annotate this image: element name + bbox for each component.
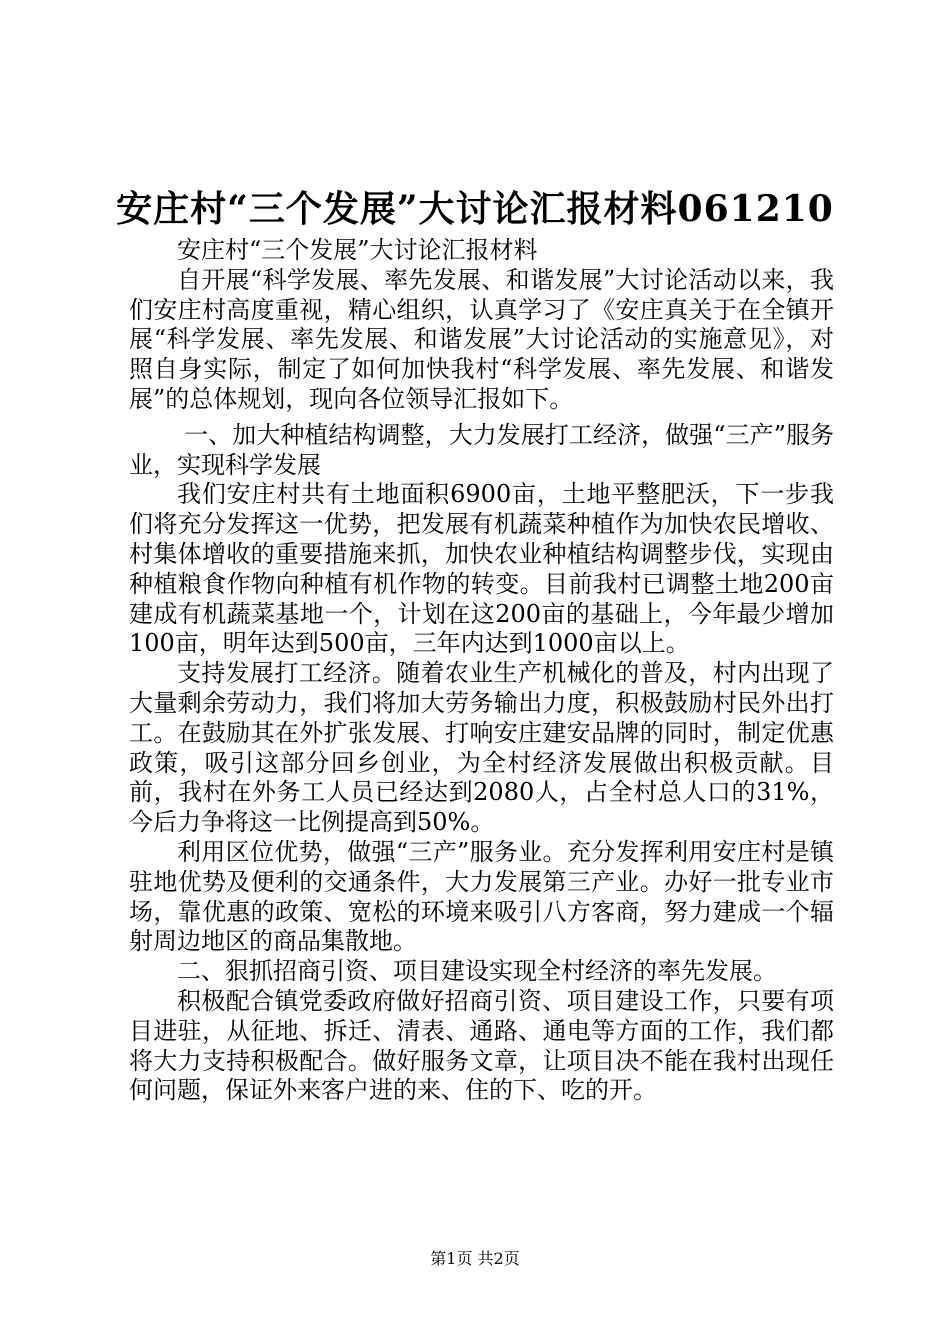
service-paragraph: 利用区位优势，做强“三产”服务业。充分发挥利用安庄村是镇驻地优势及便利的交通条件，大力发展第三产业。办好一批专业市场，靠优惠的政策、宽松的环境来吸引八方客商，努力建成一个辐射周边地区的商品集散地。 <box>129 837 834 956</box>
section-heading-2: 二、狠抓招商引资、项目建设实现全村经济的率先发展。 <box>177 957 777 986</box>
document-body <box>129 236 834 1106</box>
planting-paragraph: 我们安庄村共有土地面积6900亩，土地平整肥沃，下一步我们将充分发挥这一优势，把发展有机蔬菜种植作为加快农民增收、村集体增收的重要措施来抓，加快农业种植结构调整步伐，实现由种植粮食作物向种植有机作物的转变。目前我村已调整土地200亩建成有机蔬菜基地一个，计划在这200亩的基础上，今年最少增加100亩，明年达到500亩，三年内达到1000亩以上。 <box>129 480 834 658</box>
subtitle-paragraph: 安庄村“三个发展”大讨论汇报材料 <box>177 236 538 264</box>
investment-paragraph: 积极配合镇党委政府做好招商引资、项目建设工作，只要有项目进驻，从征地、拆迁、清表、通路、通电等方面的工作，我们都将大力支持积极配合。做好服务文章，让项目决不能在我村出现任何问题，保证外来客户进的来、住的下、吃的开。 <box>129 986 834 1105</box>
page-number-footer: 第1页 共2页 <box>430 1249 520 1268</box>
document-title: 安庄村“三个发展”大讨论汇报材料061210 <box>116 188 834 230</box>
section-heading-1: 一、加大种植结构调整，大力发展打工经济，做强“三产”服务业，实现科学发展 <box>129 420 834 479</box>
labor-paragraph: 支持发展打工经济。随着农业生产机械化的普及，村内出现了大量剩余劳动力，我们将加大劳务输出力度，积极鼓励村民外出打工。在鼓励其在外扩张发展、打响安庄建安品牌的同时，制定优惠政策，吸引这部分回乡创业，为全村经济发展做出积极贡献。目前，我村在外务工人员已经达到2080人，占全村总人口的31%，今后力争将这一比例提高到50%。 <box>129 659 834 837</box>
intro-paragraph: 自开展“科学发展、率先发展、和谐发展”大讨论活动以来，我们安庄村高度重视，精心组织，认真学习了《安庄真关于在全镇开展“科学发展、率先发展、和谐发展”大讨论活动的实施意见》，对照自身实际，制定了如何加快我村“科学发展、率先发展、和谐发展”的总体规划，现向各位领导汇报如下。 <box>129 265 834 413</box>
